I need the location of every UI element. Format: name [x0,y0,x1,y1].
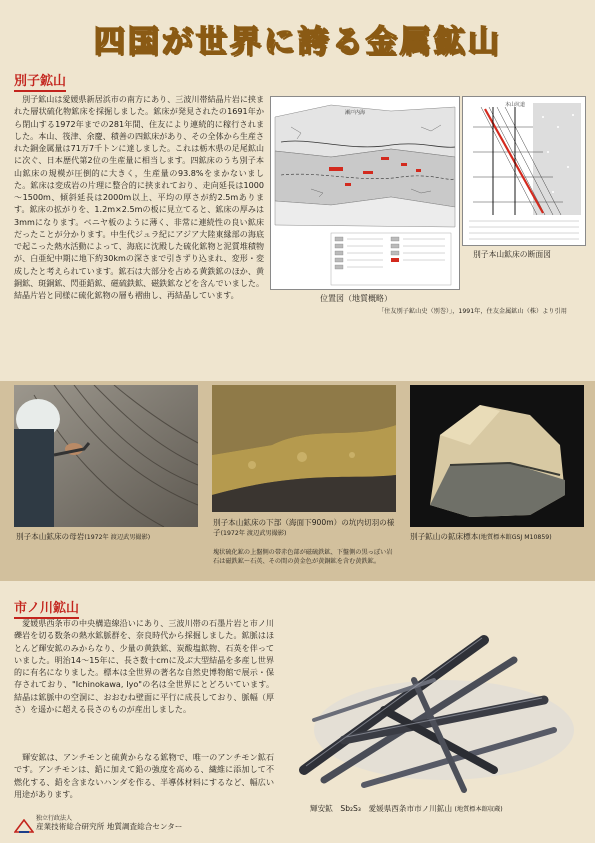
besshi-heading: 別子鉱山 [14,70,66,92]
location-map-figure [271,97,459,289]
photo2-caption [213,518,398,539]
stibnite-caption-text: 輝安鉱 Sb₂S₃ 愛媛県西条市市ノ川鉱山 [310,804,453,813]
photo3-credit: (地質標本館GSJ M10859) [478,534,552,541]
poster-title-banner [60,18,535,66]
photo1-caption-text: 別子本山鉱床の母岩 [16,532,85,541]
photo-host-rock [14,385,198,527]
location-map-caption: 位置図（地質概略） [320,294,392,303]
photo2-description: 塊状硫化鉱の上盤側の帯赤色部が磁硫鉄鉱、下盤側の黒っぽい岩石は磁鉄鉱～石英、その間の黄金色が黄銅鉱を含む黄鉄鉱。 [213,549,393,565]
footer-organization [36,815,182,831]
map-label-sea: 瀬戸内海 [345,110,366,116]
photo2-caption-text: 別子本山鉱床の下部（海面下900m）の坑内切羽の様子 [213,518,395,537]
ichinokawa-body-text-2: 輝安鉱は、アンチモンと硫黄からなる鉱物で、唯一のアンチモン鉱石です。アンチモンは、鉛に加えて鉛の強度を高める、繊維に添加して不燃化する、鉛を含まないハンダを作る、半導体材料にするなど、幅広い用途があります。 [14,753,274,799]
photo-stibnite [284,620,584,800]
footer-line1: 独立行政法人 [36,815,73,822]
cross-section-figure [462,96,586,246]
photo2-credit: (1972年 渡辺武男撮影) [220,530,287,537]
cross-section-caption: 別子本山鉱床の断面図 [473,250,551,259]
aist-logo-icon [14,818,34,837]
map-legend [331,233,451,285]
photo-ore-specimen [410,385,584,527]
poster-title: 四国が世界に誇る金属鉱山 [93,24,502,60]
stibnite-caption [310,804,503,815]
photo-mine-face [212,385,396,512]
stibnite-credit: (地質標本館収蔵) [454,806,503,813]
photo1-credit: (1972年 渡辺武男撮影) [84,534,151,541]
footer-line2: 産業技術総合研究所 地質調査総合センター [36,822,183,831]
location-map [270,96,460,290]
photo3-caption-text: 別子鉱山の鉱床標本 [410,532,479,541]
source-note: 「住友別子鉱山史（別巻）」，1991年，住友金属鉱山（株）より引用 [378,308,567,315]
ichinokawa-body-text-1: 愛媛県西条市の中央構造線沿いにあり、三波川帯の石墨片岩と市ノ川礫岩を切る数条の熱水鉱脈群を、奈良時代から採掘しました。鉱脈はほとんど輝安鉱のみからなり、少量の黄鉄鉱、炭酸塩鉱物、石英を伴っていました。明治14～15年に、長さ数十cmに及ぶ大型結晶を多産し世界的に有名になりました。標本は全世界の著名な自然史博物館で展示・保存されており、"Ichinokawa, Iyo"の名は全世界にとどろいています。結晶は鉱脈中の空洞に、おおむね壁面に平行に成長しており、脈幅（厚さ）を遥かに超える長さのものが産出しました。 [14,619,274,714]
photo1-caption [16,532,200,543]
section-label-top: 本山坑道 [505,102,526,108]
ichinokawa-heading: 市ノ川鉱山 [14,597,79,619]
cross-section-drawing [463,97,585,245]
photo3-caption [410,532,588,543]
besshi-body-text: 別子鉱山は愛媛県新居浜市の南方にあり、三波川帯結晶片岩に挟まれた層状硫化物鉱床を採掘しました。鉱床が発見されたの1691年から閉山する1972年までの281年間、住友により連続的に稼行されました。本山、筏津、余慶、積善の四鉱床があり、その全体から生産された銅金属量は71万7千トンに達しました。これは栃木県の足尾鉱山に次ぐ、日本歴代第2位の生産量に相当します。四鉱床のうち別子本山鉱床の規模が圧倒的に大きく，生産量の93.8%をまかないました。鉱床は変成岩の片理に整合的に挟まれており、走向延長は1000～1500m、傾斜延長は2000m以上、平均の厚さが約2.5mあります。鉱床の拡がりを、1.2m×2.5mの板に見立てると、鉱床の厚みは3mmになります。ベニヤ板のように薄く、非常に連続性の良い鉱床だったことが分かります。中生代ジュラ紀にアジア大陸東縁部の海底で起こった熱水活動によって、海底に沈殿した硫化鉱物と泥質堆積物が、白亜紀中期に地下約30kmの深さまで引きずり込まれ、変形・変成したと考えられています。鉱石は大部分を占める黄鉄鉱のほか、黄銅鉱、斑銅鉱、閃亜鉛鉱、磁硫鉄鉱、磁鉄鉱などを含んでいました。結晶片岩と同様に硫化鉱物の層も褶曲し、再結晶しています。 [14,95,264,300]
